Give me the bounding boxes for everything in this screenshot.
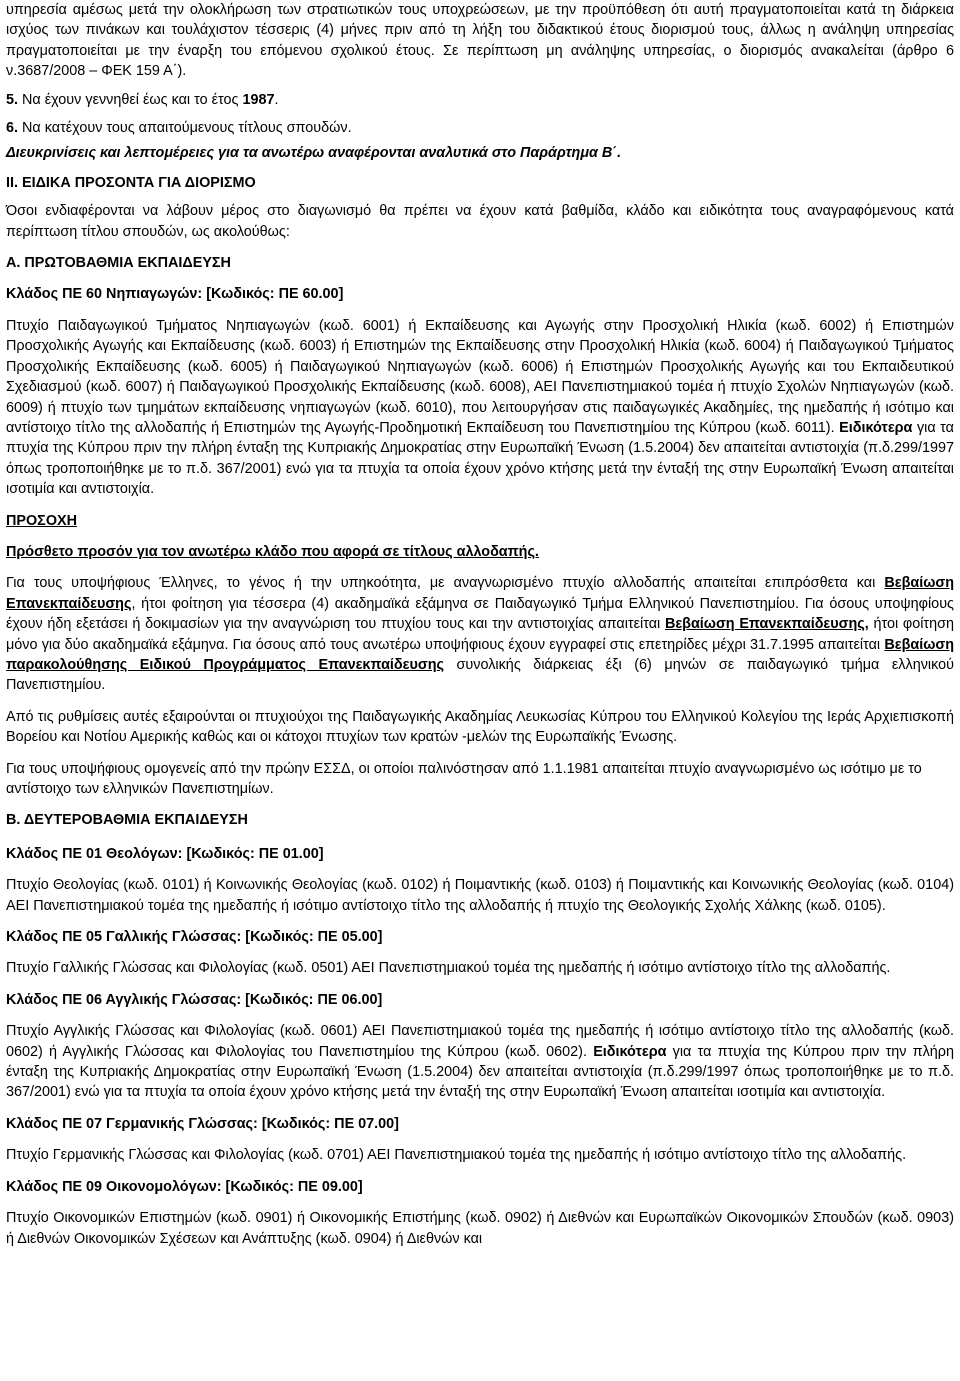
pe05-text: Πτυχίο Γαλλικής Γλώσσας και Φιλολογίας (κωδ. 0501) ΑΕΙ Πανεπιστημιακού τομέα της ημεδαπής ή ισότιμο αντίστοιχο τίτλο της αλλοδαπής. [6, 960, 891, 977]
pe60-special-label: Ειδικότερα [839, 419, 913, 436]
clarifications-note: Διευκρινίσεις και λεπτομέρειες για τα ανωτέρω αναφέρονται αναλυτικά στο Παράρτημα Β΄. [6, 145, 622, 162]
item-end: . [274, 91, 279, 108]
pe01-title: Κλάδος ΠΕ 01 Θεολόγων: [Κωδικός: ΠΕ 01.00] [6, 845, 324, 862]
pe07-text: Πτυχίο Γερμανικής Γλώσσας και Φιλολογίας (κωδ. 0701) ΑΕΙ Πανεπιστημιακού τομέα της ημεδαπής ή ισότιμο αντίστοιχο τίτλο της αλλοδαπής. [6, 1147, 907, 1164]
item-number: 6. [6, 120, 19, 137]
attention-paragraph-1 [6, 573, 954, 695]
item-text: Να έχουν γεννηθεί έως και το έτος [18, 91, 243, 108]
item-number: 5. [6, 91, 19, 108]
attention-title: ΠΡΟΣΟΧΗ [6, 512, 78, 529]
pe05-title: Κλάδος ΠΕ 05 Γαλλικής Γλώσσας: [Κωδικός: ΠΕ 05.00] [6, 929, 383, 946]
highlight-special-program: Βεβαίωση παρακολούθησης Ειδικού Προγράμματος Επανεκπαίδευσης [6, 636, 954, 673]
section-a-title: Α. ΠΡΩΤΟΒΑΘΜΙΑ ΕΚΠΑΙΔΕΥΣΗ [6, 255, 231, 272]
pe60-body: Πτυχίο Παιδαγωγικού Τμήματος Νηπιαγωγών (κωδ. 6001) ή Εκπαίδευσης και Αγωγής στην Προσχολική Ηλικία (κωδ. 6002) ή Επιστημών Προσχολικής Αγωγής και Εκπαίδευσης (κωδ. 6003) ή Επιστημών της Εκπαίδευσης στην Προσχολική Ηλικία (κωδ. 6004) ή Παιδαγωγικού Τμήματος Προσχολικής Εκπαίδευσης (κωδ. 6005) ή Παιδαγωγικού Νηπιαγωγών (κωδ. 6006) ή Επιστημών Προσχολικής Αγωγής και του Εκπαιδευτικού Σχεδιασμού (κωδ. 6007) ή Παιδαγωγικού Προσχολικής Εκπαίδευσης (κωδ. 6008), ΑΕΙ Πανεπιστημιακού τομέα ή πτυχίο Σχολών Νηπιαγωγών (κωδ. 6009) ή πτυχίο των τμημάτων εκπαίδευσης νηπιαγωγών (κωδ. 6010), που λειτουργήσαν στις παιδαγωγικές Ακαδημίες, της ημεδαπής ή ισότιμο και αντίστοιχο τίτλο της αλλοδαπής ή Επιστημών της Αγωγής-Προδημοτική Εκπαίδευση του Πανεπιστημίου της Κύπρου (κωδ. 6011). [6, 317, 954, 436]
section-ii-text: Όσοι ενδιαφέρονται να λάβουν μέρος στο διαγωνισμό θα πρέπει να έχουν κατά βαθμίδα, κλάδο και ειδικότητα τους αναγραφόμενους κατά περίπτωση τίτλου σπουδών, ως ακολούθως: [6, 203, 954, 240]
pe60-special-text: για τα πτυχία της Κύπρου πριν την πλήρη ένταξη της Κυπριακής Δημοκρατίας στην Ευρωπαϊκή Ένωση (1.5.2004) δεν απαιτείται αντιστοιχία (π.δ.299/1997 όπως τροποποιήθηκε με το π.δ. 367/2001) ενώ για τα πτυχία τα οποία έχουν χρόνο κτήσης μετά την ένταξή της στην Ευρωπαϊκή Ένωση απαιτείται ισοτιμία και αντιστοιχία. [6, 419, 954, 498]
intro-paragraph: υπηρεσία αμέσως μετά την ολοκλήρωση των στρατιωτικών τους υποχρεώσεων, με την προϋπόθεση ότι αυτή πραγματοποιείται κατά τη διάρκεια ισχύος των πινάκων και τουλάχιστον τέσσερις (4) μήνες πριν από τη λήξη του διδακτικού έτους διορισμού τους, άλλως η ανάληψη υπηρεσίας πραγματοποιείται με την έναρξη του επόμενου σχολικού έτους. Σε περίπτωση μη ανάληψης υπηρεσίας, ο διορισμός ανακαλείται (άρθρο 6 ν.3687/2008 – ΦΕΚ 159 Α΄). [6, 2, 954, 80]
pe09-title: Κλάδος ΠΕ 09 Οικονομολόγων: [Κωδικός: ΠΕ 09.00] [6, 1178, 363, 1195]
item-year: 1987 [242, 91, 275, 108]
requirement-item-5 [6, 90, 954, 110]
text-span: συνολικής διάρκειας έξι (6) μηνών σε παιδαγωγικό τμήμα ελληνικού Πανεπιστημίου. [6, 656, 954, 694]
pe07-title: Κλάδος ΠΕ 07 Γερμανικής Γλώσσας: [Κωδικός: ΠΕ 07.00] [6, 1115, 399, 1132]
pe06-special-text: για τα πτυχία της Κύπρου πριν την πλήρη ένταξη της Κυπριακής Δημοκρατίας στην Ευρωπαϊκή Ένωση (1.5.2004) δεν απαιτείται αντιστοιχία (π.δ.299/1997 όπως τροποποιήθηκε με το π.δ. 367/2001) ενώ για τα πτυχία τα οποία έχουν χρόνο κτήσης μετά την ένταξή της στην Ευρωπαϊκή Ένωση απαιτείται ισοτιμία και αντιστοιχία. [6, 1043, 954, 1101]
pe09-text: Πτυχίο Οικονομικών Επιστημών (κωδ. 0901) ή Οικονομικής Επιστήμης (κωδ. 0902) ή Διεθνών και Ευρωπαϊκών Οικονομικών Σπουδών (κωδ. 0903) ή Διεθνών Οικονομικών Σχέσεων και Ανάπτυξης (κωδ. 0904) ή Διεθνών και [6, 1210, 954, 1247]
pe60-title: Κλάδος ΠΕ 60 Νηπιαγωγών: [Κωδικός: ΠΕ 60.00] [6, 286, 344, 303]
attention-subtitle: Πρόσθετο προσόν για τον ανωτέρω κλάδο που αφορά σε τίτλους αλλοδαπής. [6, 543, 539, 560]
text-span: Για τους υποψήφιους Έλληνες, το γένος ή την υπηκοότητα, με αναγνωρισμένο πτυχίο αλλοδαπής απαιτείται επιπρόσθετα και [6, 575, 885, 592]
pe06-special-label: Ειδικότερα [593, 1043, 667, 1060]
section-ii-title: ΙΙ. ΕΙΔΙΚΑ ΠΡΟΣΟΝΤΑ ΓΙΑ ΔΙΟΡΙΣΜΟ [6, 174, 256, 191]
text-span: , ήτοι φοίτηση για τέσσερα (4) ακαδημαϊκά εξάμηνα σε Παιδαγωγικό Τμήμα Ελληνικού Πανεπιστημίου. Για όσους υποψηφίους έχουν ήδη εξετάσει ή δοκιμασίων για την αναγνώριση του πτυχίου τους και την αντιστοιχίας απαιτείται [6, 595, 954, 633]
attention-paragraph-2: Από τις ρυθμίσεις αυτές εξαιρούνται οι πτυχιούχοι της Παιδαγωγικής Ακαδημίας Λευκωσίας Κύπρου του Ελληνικού Κολεγίου της Ιεράς Αρχιεπισκοπή Βορείου και Νοτίου Αμερικής καθώς και οι κάτοχοι πτυχίων των κρατών -μελών της Ευρωπαϊκής Ένωσης. [6, 708, 954, 746]
pe01-text: Πτυχίο Θεολογίας (κωδ. 0101) ή Κοινωνικής Θεολογίας (κωδ. 0102) ή Ποιμαντικής (κωδ. 0103) ή Ποιμαντικής και Κοινωνικής Θεολογίας (κωδ. 0104) ΑΕΙ Πανεπιστημιακού τομέα της ημεδαπής ή ισότιμο αντίστοιχο τίτλο της αλλοδαπής ή πτυχίο της Θεολογικής Σχολής Χάλκης (κωδ. 0105). [6, 877, 954, 914]
text-span: ήτοι φοίτηση μόνο για δύο ακαδημαϊκά εξάμηνα. Για όσους από τους ανωτέρω υποψήφιους έχουν εγγραφεί στις επετηρίδες μέχρι 31.7.1995 απαιτείται [6, 616, 954, 653]
highlight-reeducation: Βεβαίωση Επανεκπαίδευσης [6, 575, 954, 612]
pe06-body: Πτυχίο Αγγλικής Γλώσσας και Φιλολογίας (κωδ. 0601) ΑΕΙ Πανεπιστημιακού τομέα της ημεδαπής ή ισότιμο αντίστοιχο τίτλο της αλλοδαπής (κωδ. 0602) ή Αγγλικής Γλώσσας και Φιλολογίας του Πανεπιστημίου της Κύπρου (κωδ. 0602). [6, 1023, 954, 1060]
pe06-text [6, 1021, 954, 1103]
highlight-reeducation-2: Βεβαίωση Επανεκπαίδευσης, [664, 616, 869, 633]
section-b-title: Β. ΔΕΥΤΕΡΟΒΑΘΜΙΑ ΕΚΠΑΙΔΕΥΣΗ [6, 812, 248, 829]
pe60-text [6, 316, 954, 500]
pe06-title: Κλάδος ΠΕ 06 Αγγλικής Γλώσσας: [Κωδικός: ΠΕ 06.00] [6, 991, 383, 1008]
attention-paragraph-3: Για τους υποψήφιους ομογενείς από την πρώην ΕΣΣΔ, οι οποίοι παλινόστησαν από 1.1.1981 απαιτείται πτυχίο αναγνωρισμένο ως ισότιμο με το αντίστοιχο των ελληνικών Πανεπιστημίων. [6, 760, 922, 797]
item-text: Να κατέχουν τους απαιτούμενους τίτλους σπουδών. [18, 120, 352, 137]
requirement-item-6 [6, 118, 954, 138]
